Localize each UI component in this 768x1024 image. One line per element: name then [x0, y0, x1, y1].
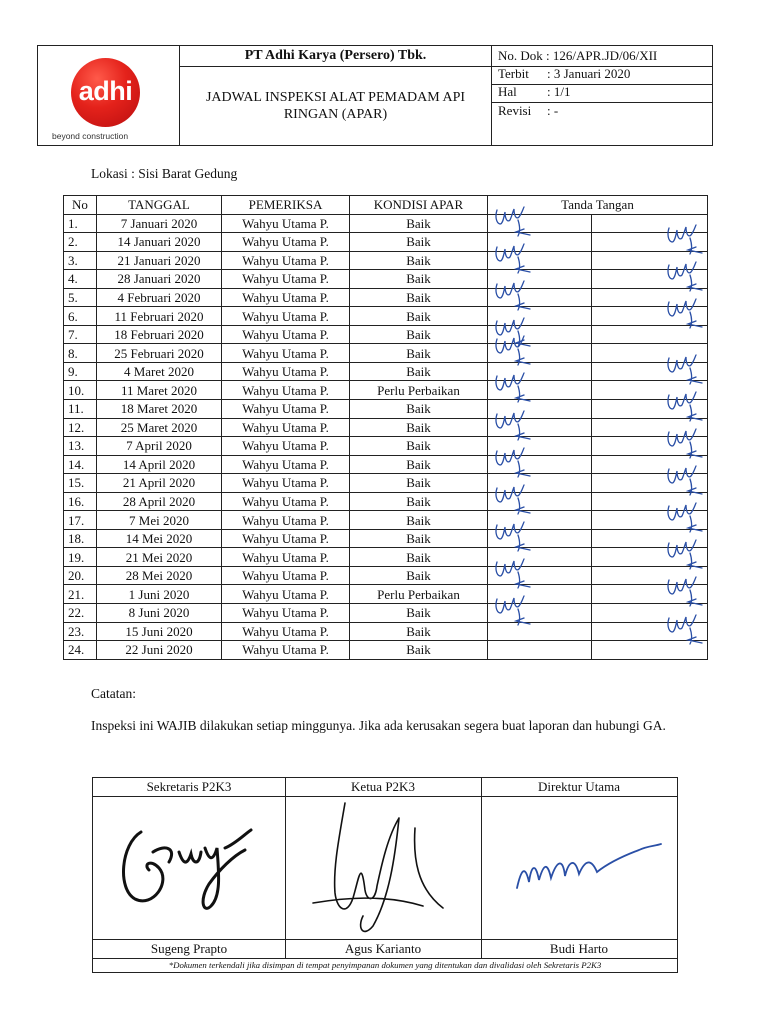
- row-number: 2.: [64, 233, 97, 252]
- name-ketua: Agus Karianto: [344, 941, 422, 956]
- row-number: 1.: [64, 214, 97, 233]
- row-pemeriksa: Wahyu Utama P.: [222, 214, 350, 233]
- row-number: 10.: [64, 381, 97, 400]
- table-row: [64, 233, 708, 252]
- sign-cell-left: [488, 641, 592, 660]
- row-number: 24.: [64, 641, 97, 660]
- row-tanggal: 18 Maret 2020: [97, 400, 222, 419]
- row-kondisi: Baik: [350, 455, 488, 474]
- sign-divider: [481, 778, 482, 958]
- row-kondisi: Baik: [350, 233, 488, 252]
- row-tanggal: 14 Januari 2020: [97, 233, 222, 252]
- sign-cell-right: [592, 362, 708, 381]
- sign-cell-right: [592, 622, 708, 641]
- sign-cell-right: [592, 233, 708, 252]
- row-number: 15.: [64, 474, 97, 493]
- row-pemeriksa: Wahyu Utama P.: [222, 474, 350, 493]
- col-header-tanda-tangan: Tanda Tangan: [488, 196, 708, 215]
- row-pemeriksa: Wahyu Utama P.: [222, 362, 350, 381]
- sign-cell-left: [488, 288, 592, 307]
- row-number: 13.: [64, 437, 97, 456]
- table-row: [64, 288, 708, 307]
- col-header-pemeriksa: PEMERIKSA: [222, 196, 350, 215]
- row-kondisi: Perlu Perbaikan: [350, 585, 488, 604]
- row-kondisi: Baik: [350, 325, 488, 344]
- logo-circle-icon: [71, 58, 140, 127]
- row-pemeriksa: Wahyu Utama P.: [222, 288, 350, 307]
- row-tanggal: 21 Januari 2020: [97, 251, 222, 270]
- sign-cell-left: [488, 251, 592, 270]
- row-pemeriksa: Wahyu Utama P.: [222, 400, 350, 419]
- row-kondisi: Baik: [350, 418, 488, 437]
- row-number: 21.: [64, 585, 97, 604]
- hal-field: [498, 84, 570, 100]
- row-number: 18.: [64, 529, 97, 548]
- row-pemeriksa: Wahyu Utama P.: [222, 641, 350, 660]
- table-row: [64, 492, 708, 511]
- row-kondisi: Perlu Perbaikan: [350, 381, 488, 400]
- table-row: [64, 622, 708, 641]
- row-tanggal: 21 April 2020: [97, 474, 222, 493]
- col-header-kondisi: KONDISI APAR: [350, 196, 488, 215]
- row-tanggal: 14 Mei 2020: [97, 529, 222, 548]
- row-number: 3.: [64, 251, 97, 270]
- sign-cell-left: [488, 604, 592, 623]
- col-header-tanggal: TANGGAL: [97, 196, 222, 215]
- note-text: Inspeksi ini WAJIB dilakukan setiap minggunya. Jika ada kerusakan segera buat laporan dan hubungi GA.: [91, 718, 666, 733]
- sign-cell-right: [592, 325, 708, 344]
- row-tanggal: 14 April 2020: [97, 455, 222, 474]
- row-number: 23.: [64, 622, 97, 641]
- row-tanggal: 7 Januari 2020: [97, 214, 222, 233]
- table-row: [64, 548, 708, 567]
- row-number: 9.: [64, 362, 97, 381]
- footnote: *Dokumen terkendali jika disimpan di tempat penyimpanan dokumen yang ditentukan dan divalidasi oleh Sekretaris P2K3: [168, 960, 602, 970]
- row-pemeriksa: Wahyu Utama P.: [222, 270, 350, 289]
- table-row: [64, 270, 708, 289]
- signature-table: [92, 777, 678, 973]
- row-kondisi: Baik: [350, 622, 488, 641]
- table-header-row: [64, 196, 708, 215]
- row-number: 11.: [64, 400, 97, 419]
- sign-cell-right: [592, 474, 708, 493]
- row-number: 6.: [64, 307, 97, 326]
- inspection-table: [63, 195, 708, 660]
- row-tanggal: 28 April 2020: [97, 492, 222, 511]
- row-pemeriksa: Wahyu Utama P.: [222, 566, 350, 585]
- row-tanggal: 22 Juni 2020: [97, 641, 222, 660]
- row-pemeriksa: Wahyu Utama P.: [222, 418, 350, 437]
- table-row: [64, 362, 708, 381]
- row-tanggal: 21 Mei 2020: [97, 548, 222, 567]
- table-row: [64, 641, 708, 660]
- row-tanggal: 25 Maret 2020: [97, 418, 222, 437]
- logo-tagline: beyond construction: [52, 131, 129, 141]
- row-tanggal: 11 Februari 2020: [97, 307, 222, 326]
- row-kondisi: Baik: [350, 270, 488, 289]
- row-kondisi: Baik: [350, 474, 488, 493]
- row-pemeriksa: Wahyu Utama P.: [222, 511, 350, 530]
- role-sekretaris: Sekretaris P2K3: [146, 779, 232, 794]
- table-row: [64, 585, 708, 604]
- role-direktur: Direktur Utama: [538, 779, 620, 794]
- row-pemeriksa: Wahyu Utama P.: [222, 307, 350, 326]
- revisi-value: : -: [547, 103, 559, 118]
- sign-divider: [93, 796, 677, 797]
- name-direktur: Budi Harto: [549, 941, 609, 956]
- header-divider: [491, 46, 492, 145]
- row-tanggal: 8 Juni 2020: [97, 604, 222, 623]
- table-row: [64, 437, 708, 456]
- sign-cell-right: [592, 270, 708, 289]
- row-kondisi: Baik: [350, 288, 488, 307]
- catatan-label: Catatan:: [91, 686, 136, 701]
- row-pemeriksa: Wahyu Utama P.: [222, 344, 350, 363]
- table-row: [64, 455, 708, 474]
- row-kondisi: Baik: [350, 511, 488, 530]
- logo-text: adhi: [78, 76, 133, 106]
- signature-ketua-icon: [303, 798, 468, 938]
- sign-cell-left: [488, 492, 592, 511]
- role-ketua: Ketua P2K3: [351, 779, 415, 794]
- table-row: [64, 529, 708, 548]
- table-row: [64, 511, 708, 530]
- sign-cell-left: [488, 455, 592, 474]
- row-number: 14.: [64, 455, 97, 474]
- row-kondisi: Baik: [350, 566, 488, 585]
- table-row: [64, 214, 708, 233]
- col-header-no: No: [64, 196, 97, 215]
- sign-cell-left: [488, 344, 592, 363]
- sign-cell-right: [592, 641, 708, 660]
- table-row: [64, 400, 708, 419]
- row-kondisi: Baik: [350, 529, 488, 548]
- name-sekretaris: Sugeng Prapto: [150, 941, 228, 956]
- company-logo: [38, 46, 180, 145]
- row-pemeriksa: Wahyu Utama P.: [222, 548, 350, 567]
- table-row: [64, 474, 708, 493]
- row-kondisi: Baik: [350, 214, 488, 233]
- row-pemeriksa: Wahyu Utama P.: [222, 251, 350, 270]
- row-number: 7.: [64, 325, 97, 344]
- row-tanggal: 1 Juni 2020: [97, 585, 222, 604]
- row-kondisi: Baik: [350, 548, 488, 567]
- table-row: [64, 307, 708, 326]
- row-tanggal: 25 Februari 2020: [97, 344, 222, 363]
- sign-cell-left: [488, 214, 592, 233]
- row-kondisi: Baik: [350, 362, 488, 381]
- row-kondisi: Baik: [350, 641, 488, 660]
- row-number: 5.: [64, 288, 97, 307]
- row-number: 20.: [64, 566, 97, 585]
- row-tanggal: 7 Mei 2020: [97, 511, 222, 530]
- row-kondisi: Baik: [350, 400, 488, 419]
- row-pemeriksa: Wahyu Utama P.: [222, 492, 350, 511]
- row-tanggal: 4 Maret 2020: [97, 362, 222, 381]
- table-row: [64, 566, 708, 585]
- sign-cell-left: [488, 622, 592, 641]
- sign-divider: [285, 778, 286, 958]
- table-body: [64, 214, 708, 659]
- company-name: PT Adhi Karya (Persero) Tbk.: [244, 48, 427, 63]
- row-number: 22.: [64, 604, 97, 623]
- revisi-label: Revisi: [498, 103, 532, 118]
- row-kondisi: Baik: [350, 437, 488, 456]
- table-row: [64, 251, 708, 270]
- row-number: 16.: [64, 492, 97, 511]
- table-row: [64, 604, 708, 623]
- row-pemeriksa: Wahyu Utama P.: [222, 622, 350, 641]
- row-tanggal: 28 Januari 2020: [97, 270, 222, 289]
- sign-cell-right: [592, 437, 708, 456]
- row-number: 4.: [64, 270, 97, 289]
- sign-cell-right: [592, 307, 708, 326]
- terbit-value: : 3 Januari 2020: [547, 66, 631, 81]
- row-number: 19.: [64, 548, 97, 567]
- sign-cell-right: [592, 548, 708, 567]
- row-tanggal: 18 Februari 2020: [97, 325, 222, 344]
- row-kondisi: Baik: [350, 492, 488, 511]
- sign-cell-right: [592, 400, 708, 419]
- terbit-label: Terbit: [498, 66, 529, 81]
- row-tanggal: 15 Juni 2020: [97, 622, 222, 641]
- table-row: [64, 325, 708, 344]
- row-number: 17.: [64, 511, 97, 530]
- row-kondisi: Baik: [350, 251, 488, 270]
- hal-value: : 1/1: [547, 84, 571, 99]
- document-header: [37, 45, 713, 146]
- sign-cell-right: [592, 511, 708, 530]
- revisi-field: [498, 103, 558, 119]
- row-tanggal: 11 Maret 2020: [97, 381, 222, 400]
- table-row: [64, 418, 708, 437]
- document-title: JADWAL INSPEKSI ALAT PEMADAM API RINGAN (APAR): [205, 90, 466, 122]
- row-tanggal: 7 April 2020: [97, 437, 222, 456]
- row-pemeriksa: Wahyu Utama P.: [222, 381, 350, 400]
- row-number: 8.: [64, 344, 97, 363]
- terbit-field: [498, 66, 630, 82]
- row-tanggal: 28 Mei 2020: [97, 566, 222, 585]
- row-number: 12.: [64, 418, 97, 437]
- sign-cell-left: [488, 418, 592, 437]
- lokasi-text: Lokasi : Sisi Barat Gedung: [91, 166, 238, 181]
- row-kondisi: Baik: [350, 344, 488, 363]
- row-pemeriksa: Wahyu Utama P.: [222, 585, 350, 604]
- doc-number: No. Dok : 126/APR.JD/06/XII: [498, 48, 658, 63]
- sign-cell-right: [592, 585, 708, 604]
- row-tanggal: 4 Februari 2020: [97, 288, 222, 307]
- row-pemeriksa: Wahyu Utama P.: [222, 437, 350, 456]
- sign-cell-left: [488, 566, 592, 585]
- row-kondisi: Baik: [350, 307, 488, 326]
- row-pemeriksa: Wahyu Utama P.: [222, 529, 350, 548]
- row-kondisi: Baik: [350, 604, 488, 623]
- table-row: [64, 344, 708, 363]
- sign-cell-left: [488, 381, 592, 400]
- sign-cell-left: [488, 529, 592, 548]
- row-pemeriksa: Wahyu Utama P.: [222, 233, 350, 252]
- signature-direktur-icon: [511, 830, 671, 900]
- row-pemeriksa: Wahyu Utama P.: [222, 325, 350, 344]
- signature-sekretaris-icon: [113, 804, 273, 929]
- row-pemeriksa: Wahyu Utama P.: [222, 455, 350, 474]
- row-pemeriksa: Wahyu Utama P.: [222, 604, 350, 623]
- table-row: [64, 381, 708, 400]
- hal-label: Hal: [498, 84, 517, 99]
